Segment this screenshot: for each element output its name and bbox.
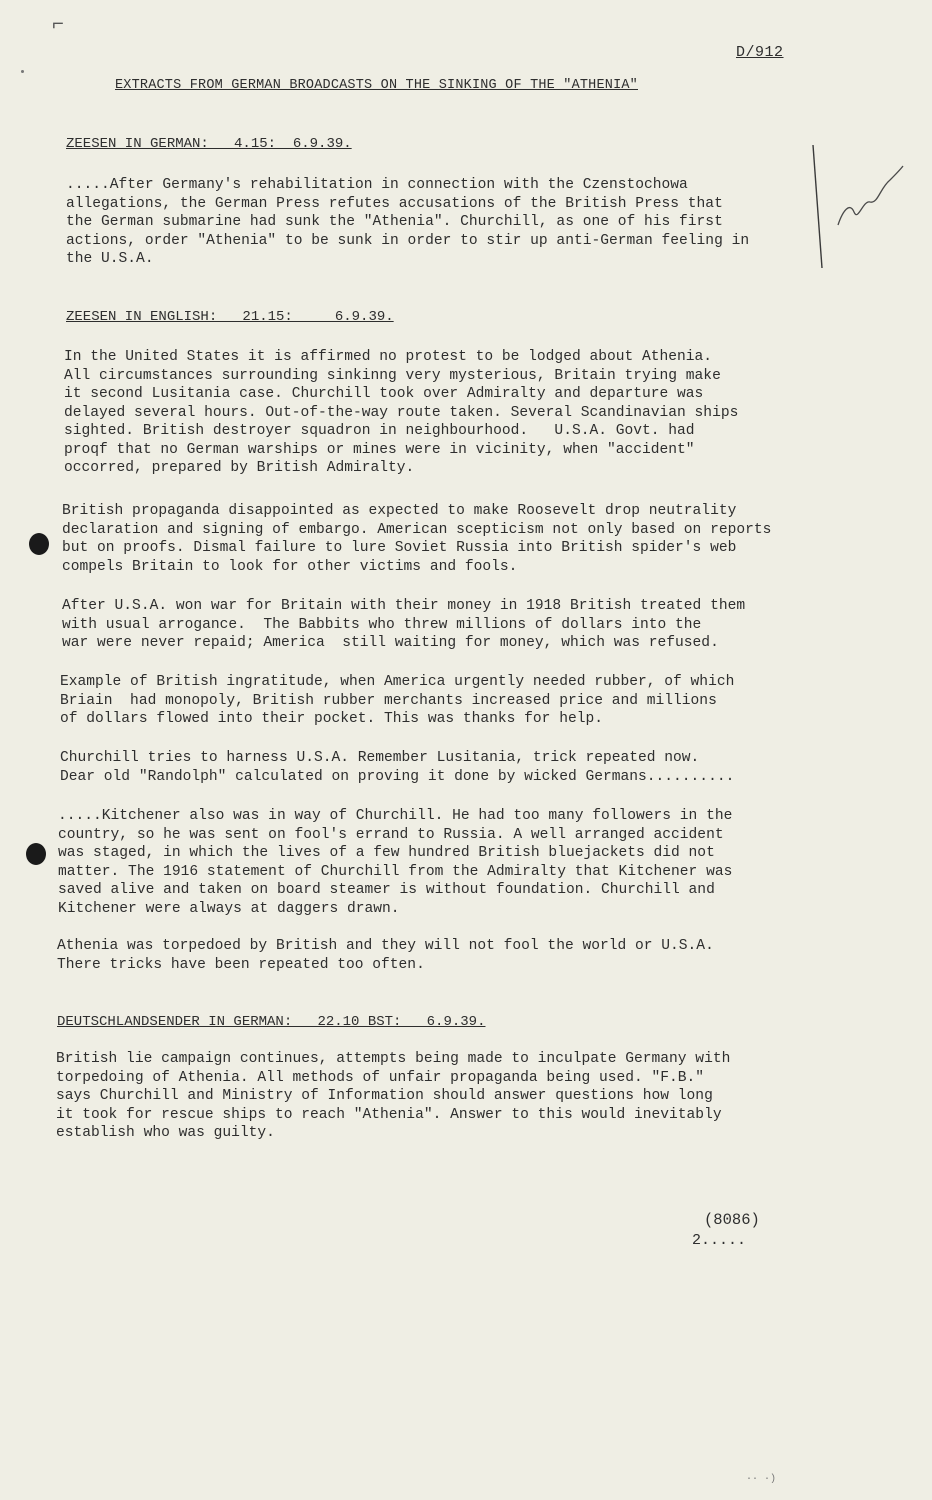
paragraph: Example of British ingratitude, when America urgently needed rubber, of which Briain had monopoly, British rubber merchants increased price and millions of dollars flowed into their pocket. This was thanks for help. [60,674,735,727]
document-reference: D/912 [736,44,784,61]
paragraph: In the United States it is affirmed no protest to be lodged about Athenia. All circumstances surrounding sinkinng very mysterious, Britain trying make it second Lusitania case. Churchill took over Admiralty and departure was delayed several hours. Out-of-the-way route taken. Several Scandinavian ships sighted. British destroyer squadron in neighbourhood. U.S.A. Govt. had proqf that no German warships or mines were in vicinity, when "accident" occorred, prepared by British Admiralty. [64,349,739,476]
paragraph: After U.S.A. won war for Britain with their money in 1918 British treated them with usual arrogance. The Babbits who threw millions of dollars into the war were never repaid; America still waiting for money, which was refused. [62,598,746,651]
punch-hole [29,533,49,555]
section-heading-deutschlandsender: DEUTSCHLANDSENDER IN GERMAN: 22.10 BST: 6.9.39. [57,1014,486,1030]
paragraph: Churchill tries to harness U.S.A. Remember Lusitania, trick repeated now. Dear old "Randolph" calculated on proving it done by wicked Germans.......... [60,750,735,785]
paragraph: .....Kitchener also was in way of Churchill. He had too many followers in the country, so he was sent on fool's errand to Russia. A well arranged accident was staged, in which the lives of a few hundred British bluejackets did not matter. The 1916 statement of Churchill from the Admiralty that Kitchener was saved alive and taken on board steamer is without foundation. Churchill and Kitchener were always at daggers drawn. [58,808,733,917]
handwritten-annotation [808,140,918,275]
footer-number: (8086) [704,1211,760,1229]
paragraph: Athenia was torpedoed by British and they will not fool the world or U.S.A. There tricks have been repeated too often. [57,938,714,973]
document-title: EXTRACTS FROM GERMAN BROADCASTS ON THE SINKING OF THE "ATHENIA" [115,78,638,93]
paragraph: British propaganda disappointed as expected to make Roosevelt drop neutrality declaration and signing of embargo. American scepticism not only based on reports but on proofs. Dismal failure to lure Soviet Russia into British spider's web compels Britain to look for other victims and fools. [62,503,772,575]
paragraph: British lie campaign continues, attempts being made to inculpate Germany with torpedoing of Athenia. All methods of unfair propaganda being used. "F.B." says Churchill and Ministry of Information should answer questions how long it took for rescue ships to reach "Athenia". Answer to this would inevitably establish who was guilty. [56,1051,731,1141]
paragraph: .....After Germany's rehabilitation in connection with the Czenstochowa allegations, the German Press refutes accusations of the British Press that the German submarine had sunk the "Athenia". Churchill, as one of his first actions, order "Athenia" to be sunk in order to stir up anti-German feeling in the U.S.A. [66,177,750,267]
corner-pencil-mark: ⌐ [52,14,65,37]
section-heading-zeesen-english: ZEESEN IN ENGLISH: 21.15: 6.9.39. [66,309,394,325]
punch-hole [26,843,46,865]
ink-speck [21,70,24,73]
footer-page-indicator: 2..... [692,1232,747,1249]
scan-mark: ·· ·) [746,1474,777,1485]
section-heading-zeesen-german: ZEESEN IN GERMAN: 4.15: 6.9.39. [66,136,352,152]
